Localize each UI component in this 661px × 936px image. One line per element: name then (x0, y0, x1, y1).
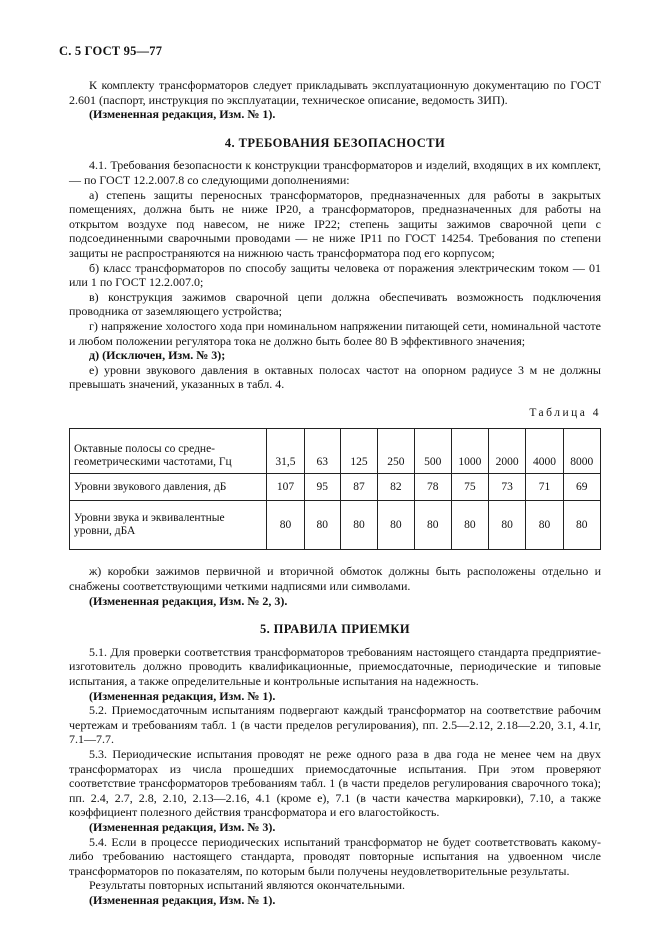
amendment-note: (Измененная редакция, Изм. № 1). (89, 107, 276, 122)
table-cell: 80 (563, 501, 600, 550)
table-cell: 80 (414, 501, 451, 550)
table-cell: 107 (267, 474, 304, 501)
table-caption: Таблица 4 (529, 406, 601, 419)
row-label: Уровни звука и эквивалентные уровни, дБА (70, 501, 267, 550)
table-cell: 31,5 (267, 429, 304, 474)
table-cell: 80 (377, 501, 414, 550)
item-e: е) уровни звукового давления в октавных полосах частот на опорном радиусе 3 м не должны превышать значений, указанных в табл. 4. (69, 362, 601, 392)
page-header: С. 5 ГОСТ 95—77 (59, 44, 163, 58)
table-cell: 95 (304, 474, 341, 501)
table-cell: 80 (341, 501, 378, 550)
paragraph-5-3: 5.3. Периодические испытания проводят не реже одного раза в два года не менее чем на двух трансформаторах из числа прошедших приемосдаточные испытания. При этом проверяют соответствие трансформаторов требованиям табл. 1 (в части пределов регулирования сварочного тока); пп. 2.4, 2.7, 2.8, 2.10, 2.13—2.16, 4.1 (кроме е), 7.1 (в части качества маркировки), 7.10, а также коэффициент полезного действия трансформатора и его влагостойкость. (69, 747, 601, 820)
table-cell: 75 (451, 474, 488, 501)
table-cell: 1000 (451, 429, 488, 474)
amendment-note: (Измененная редакция, Изм. № 3). (89, 819, 276, 834)
item-a: а) степень защиты переносных трансформаторов, предназначенных для работы в закрытых помещениях, должна быть не ниже IP20, а трансформаторов, предназначенных для работы на открытом воздухе под навесом, не ниже IP22; степень защиты зажимов сварочной цепи с подсоединенными сварочными проводами — не ниже IP11 по ГОСТ 14254. Требования по степени защиты не распространяются на нижнюю часть трансформатора под его корпусом; (69, 187, 601, 260)
amendment-note: (Измененная редакция, Изм. № 1). (89, 892, 276, 907)
table-cell: 73 (489, 474, 526, 501)
paragraph-4-1: 4.1. Требования безопасности к конструкции трансформаторов и изделий, входящих в их комплект, — по ГОСТ 12.2.007.8 со следующими дополнениями: (69, 158, 601, 187)
table-4 (69, 428, 601, 550)
paragraph-5-4b: Результаты повторных испытаний являются окончательными. (89, 878, 406, 893)
table-cell: 82 (377, 474, 414, 501)
table-cell: 80 (267, 501, 304, 550)
table-cell: 63 (304, 429, 341, 474)
section-5-title: 5. ПРАВИЛА ПРИЕМКИ (259, 622, 411, 637)
paragraph-5-4: 5.4. Если в процессе периодических испытаний трансформатор не будет соответствовать какому-либо требованию настоящего стандарта, проводят повторные испытания на удвоенном числе трансформаторов по показателям, по которым были получены неудовлетворительные результаты. (69, 834, 601, 878)
table-cell: 250 (377, 429, 414, 474)
document-body (69, 78, 601, 908)
table-cell: 125 (341, 429, 378, 474)
table-row (70, 429, 601, 474)
paragraph-5-2: 5.2. Приемосдаточным испытаниям подвергают каждый трансформатор на соответствие рабочим чертежам и требованиям табл. 1 (в части пределов регулирования), пп. 2.5—2.12, 2.18—2.20, 3.1, 4.1г, 7.1—7.7. (69, 703, 601, 747)
paragraph: К комплекту трансформаторов следует прикладывать эксплуатационную документацию по ГОСТ 2.601 (паспорт, инструкция по эксплуатации, техническое описание, ведомость ЗИП). (69, 78, 601, 107)
table-cell: 87 (341, 474, 378, 501)
table-cell: 80 (451, 501, 488, 550)
item-g: г) напряжение холостого хода при номинальном напряжении питающей сети, номинальной частоте и любом положении регулятора тока не должно быть более 80 В эффективного значения; (69, 318, 601, 348)
table-row (70, 474, 601, 501)
item-zh: ж) коробки зажимов первичной и вторичной обмоток должны быть расположены отдельно и снабжены соответствующими четкими надписями или символами. (69, 564, 601, 594)
row-label: Уровни звукового давления, дБ (70, 474, 267, 501)
section-4-title: 4. ТРЕБОВАНИЯ БЕЗОПАСНОСТИ (224, 135, 446, 150)
table-cell: 80 (489, 501, 526, 550)
table-cell: 500 (414, 429, 451, 474)
table-cell: 80 (304, 501, 341, 550)
table-cell: 69 (563, 474, 600, 501)
table-cell: 8000 (563, 429, 600, 474)
table-row (70, 501, 601, 550)
amendment-note: (Измененная редакция, Изм. № 2, 3). (89, 593, 288, 608)
item-v: в) конструкция зажимов сварочной цепи должна обеспечивать возможность подключения проводника от заземляющего устройства; (69, 289, 601, 319)
paragraph-5-1: 5.1. Для проверки соответствия трансформаторов требованиям настоящего стандарта предприятие-изготовитель должно проводить квалификационные, приемосдаточные, периодические и типовые испытания, а также определительные и контрольные испытания на надежность. (69, 644, 601, 689)
item-d: д) (Исключен, Изм. № 3); (89, 348, 226, 363)
table-cell: 2000 (489, 429, 526, 474)
table-cell: 80 (526, 501, 563, 550)
amendment-note: (Измененная редакция, Изм. № 1). (89, 688, 276, 703)
row-label: Октавные полосы со средне-геометрическими частотами, Гц (70, 429, 267, 474)
table-cell: 71 (526, 474, 563, 501)
item-b: б) класс трансформаторов по способу защиты человека от поражения электрическим током — 01 или 1 по ГОСТ 12.2.007.0; (69, 260, 601, 290)
table-cell: 78 (414, 474, 451, 501)
table-cell: 4000 (526, 429, 563, 474)
